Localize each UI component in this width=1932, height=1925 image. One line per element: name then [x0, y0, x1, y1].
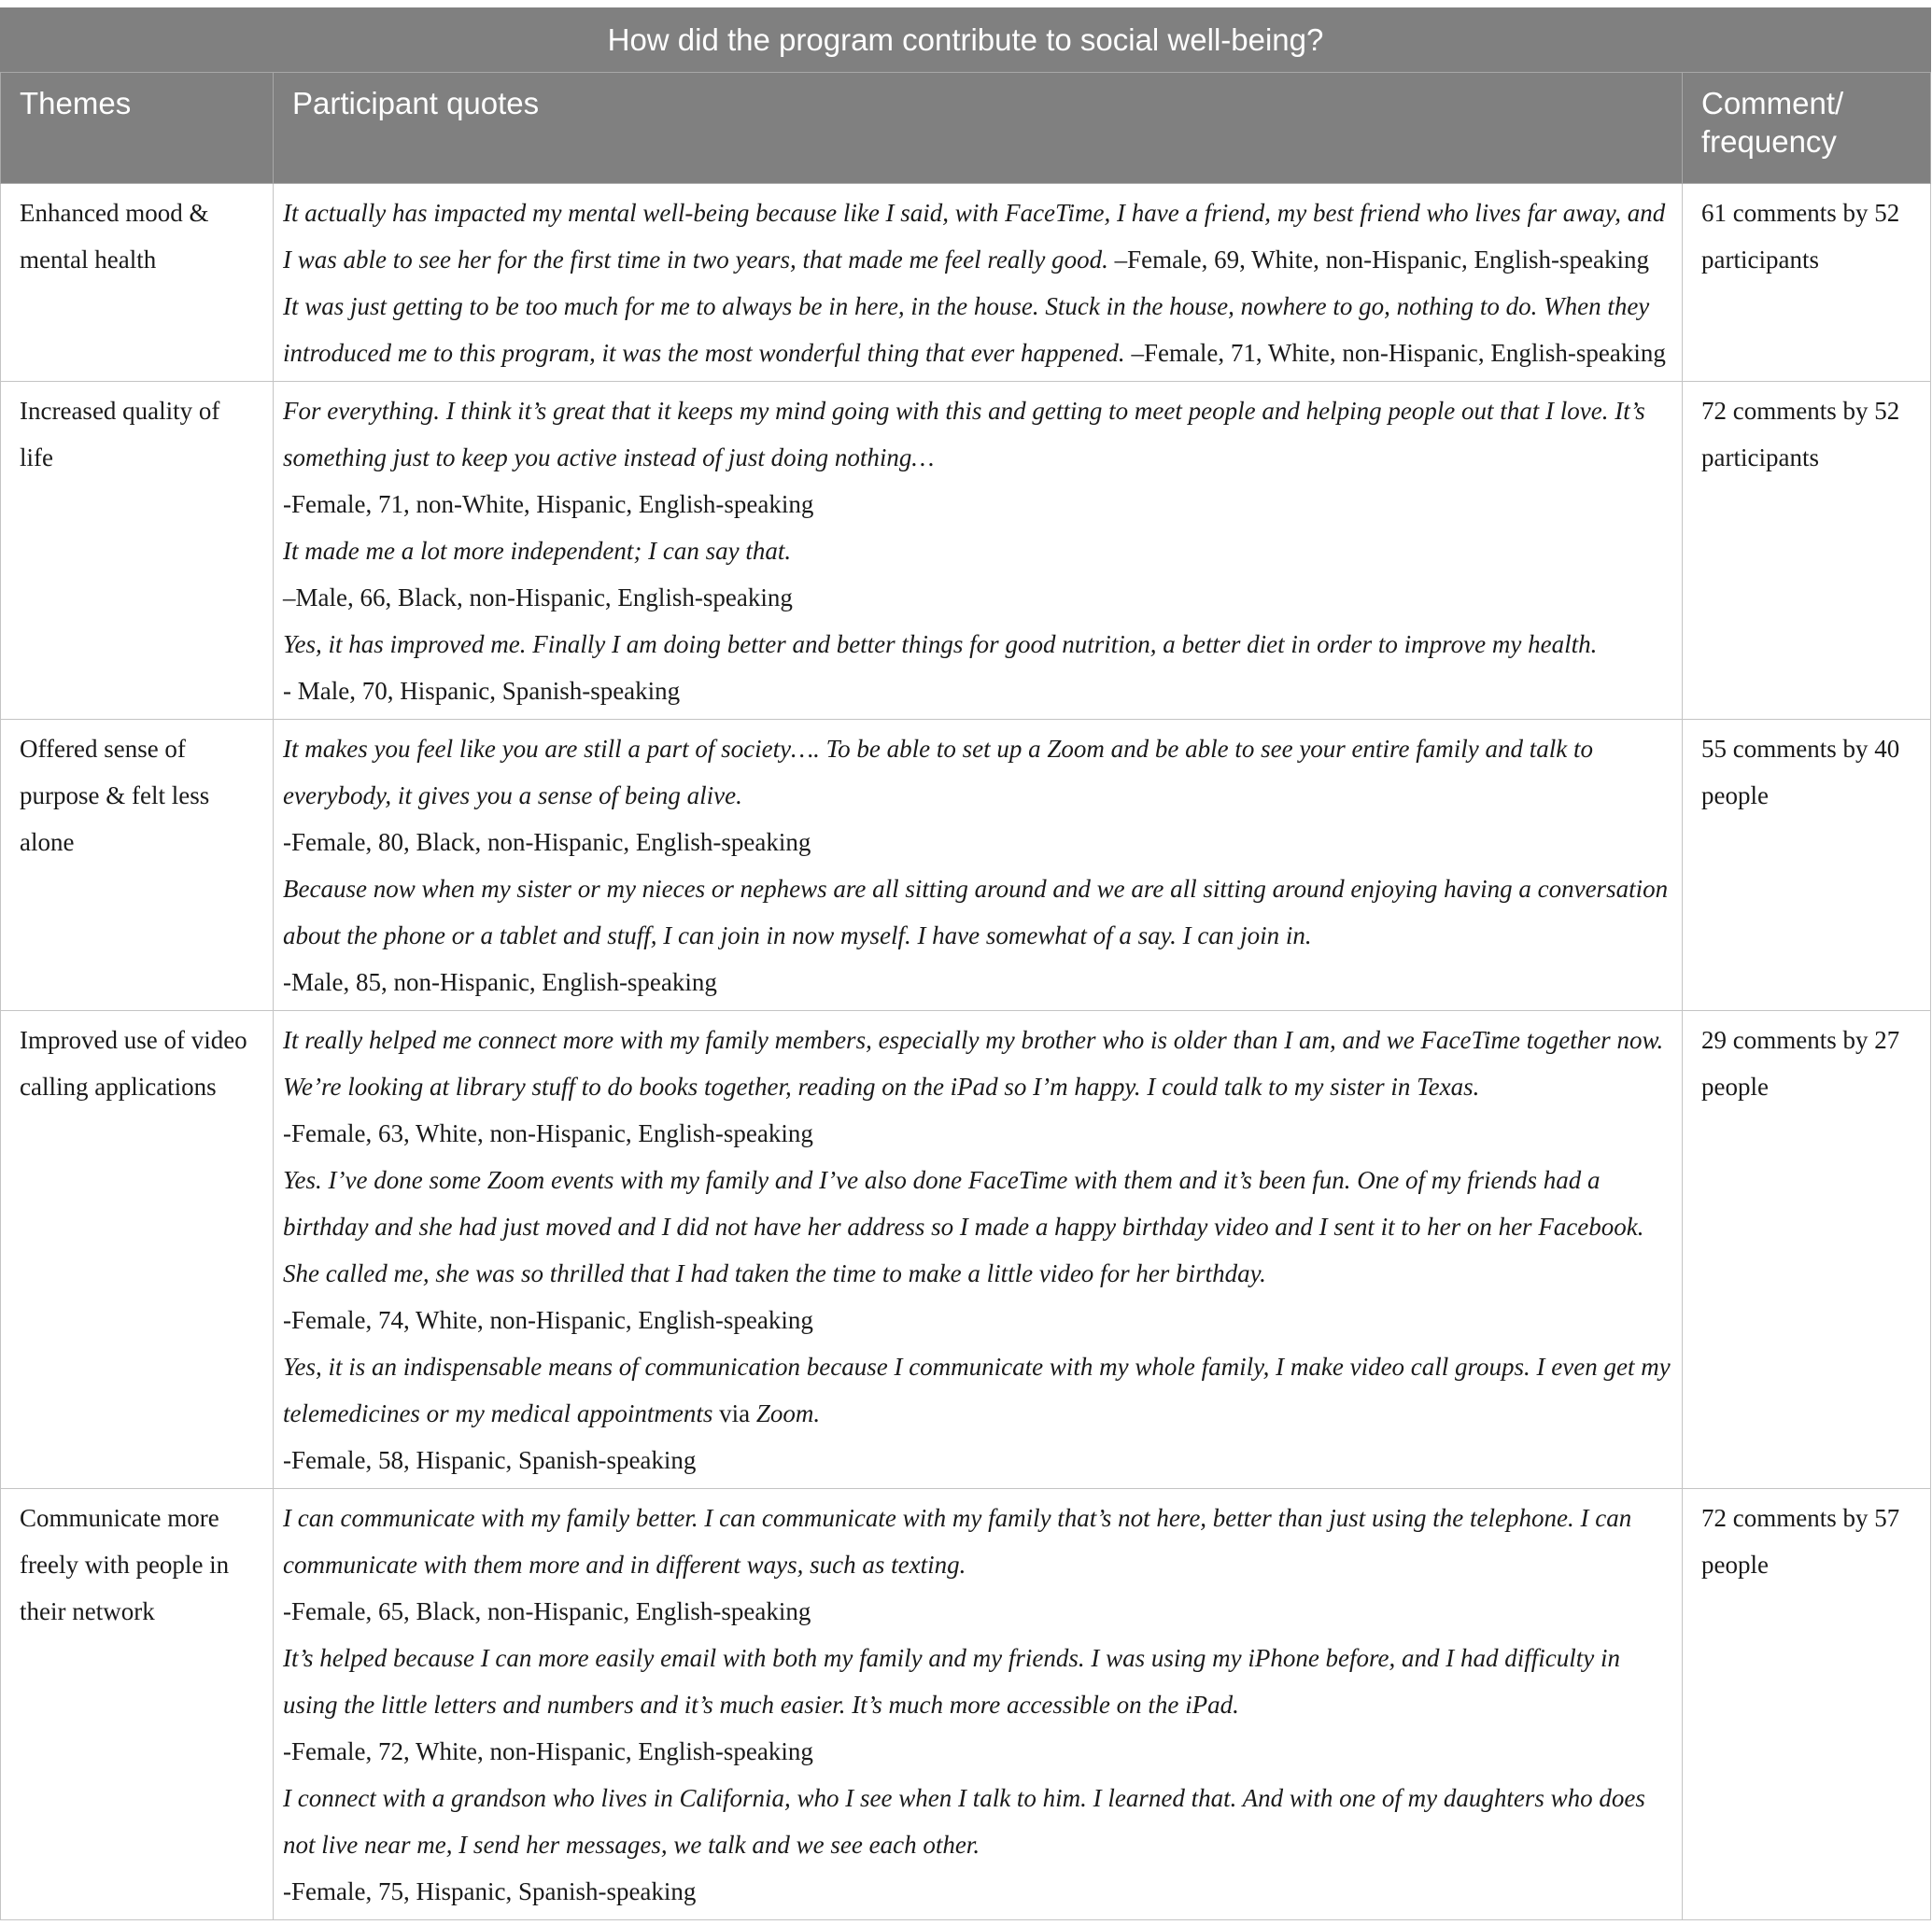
- frequency-cell: 61 comments by 52 participants: [1683, 184, 1931, 382]
- quote-attribution: –Male, 66, Black, non-Hispanic, English-speaking: [283, 583, 793, 611]
- table-title-row: [1, 8, 1931, 73]
- header-frequency: Comment/ frequency: [1683, 73, 1931, 184]
- quote-text: Yes, it is an indispensable means of communication because I communicate with my whole family, I make video call groups. I even get my telemedicines or my medical appointments: [283, 1353, 1671, 1427]
- quote-attribution: -Female, 72, White, non-Hispanic, English-speaking: [283, 1737, 813, 1765]
- table-header-row: [1, 73, 1931, 184]
- quote-attribution: -Female, 71, non-White, Hispanic, English-speaking: [283, 490, 814, 518]
- quote-attribution: - Male, 70, Hispanic, Spanish-speaking: [283, 677, 681, 705]
- quote-block: [283, 283, 1672, 376]
- quote-text: Zoom.: [750, 1399, 821, 1427]
- quote-attribution: -Female, 74, White, non-Hispanic, English-speaking: [283, 1306, 813, 1334]
- theme-cell: Enhanced mood & mental health: [1, 184, 274, 382]
- header-quotes: Participant quotes: [274, 73, 1683, 184]
- quotes-cell: [274, 1489, 1683, 1920]
- quote-attribution: -Male, 85, non-Hispanic, English-speaking: [283, 968, 717, 996]
- quotes-cell: [274, 184, 1683, 382]
- quote-text: It made me a lot more independent; I can say that.: [283, 537, 792, 565]
- quote-text: It’s helped because I can more easily email with both my family and my friends. I was using my iPhone before, and I had difficulty in using the little letters and numbers and it’s much easier. It’s much more accessible on the iPad.: [283, 1644, 1621, 1719]
- quote-attribution: -Female, 63, White, non-Hispanic, English-speaking: [283, 1119, 813, 1147]
- quote-attribution: –Female, 69, White, non-Hispanic, English-speaking: [1107, 246, 1650, 274]
- quote-text: It makes you feel like you are still a part of society…. To be able to set up a Zoom and be able to see your entire family and talk to everybody, it gives you a sense of being alive.: [283, 735, 1594, 809]
- quote-attribution: –Female, 71, White, non-Hispanic, English-speaking: [1124, 339, 1666, 367]
- frequency-cell: 55 comments by 40 people: [1683, 720, 1931, 1011]
- quotes-cell: [274, 1011, 1683, 1489]
- table-title: How did the program contribute to social well-being?: [1, 8, 1931, 73]
- frequency-cell: 29 comments by 27 people: [1683, 1011, 1931, 1489]
- table-row: [1, 720, 1931, 1011]
- theme-cell: Increased quality of life: [1, 382, 274, 720]
- quote-attribution: -Female, 75, Hispanic, Spanish-speaking: [283, 1877, 697, 1905]
- quote-attribution: -Female, 80, Black, non-Hispanic, English-speaking: [283, 828, 811, 856]
- table-row: [1, 382, 1931, 720]
- quote-text: Because now when my sister or my nieces or nephews are all sitting around and we are all sitting around enjoying having a conversation about the phone or a tablet and stuff, I can join in now myself. I have somewhat of a say. I can join in.: [283, 875, 1669, 949]
- theme-cell: Offered sense of purpose & felt less alone: [1, 720, 274, 1011]
- quote-text: I can communicate with my family better. I can communicate with my family that’s not here, better than just using the telephone. I can communicate with them more and in different ways, such as texting.: [283, 1504, 1632, 1579]
- quote-text: It actually has impacted my mental well-being because like I said, with FaceTime, I have a friend, my best friend who lives far away, and I was able to see her for the first time in two years, that made me feel really good.: [283, 199, 1666, 274]
- table-row: [1, 1011, 1931, 1489]
- quote-text: Yes, it has improved me. Finally I am doing better and better things for good nutrition, a better diet in order to improve my health.: [283, 630, 1598, 658]
- quote-text: It really helped me connect more with my family members, especially my brother who is older than I am, and we FaceTime together now. We’re looking at library stuff to do books together, reading on the iPad so I’m happy. I could talk to my sister in Texas.: [283, 1026, 1664, 1101]
- quote-block: [283, 190, 1672, 283]
- theme-cell: Improved use of video calling applications: [1, 1011, 274, 1489]
- quotes-cell: [274, 382, 1683, 720]
- quotes-table: [0, 7, 1931, 1920]
- frequency-cell: 72 comments by 57 people: [1683, 1489, 1931, 1920]
- frequency-cell: 72 comments by 52 participants: [1683, 382, 1931, 720]
- quote-text: I connect with a grandson who lives in California, who I see when I talk to him. I learned that. And with one of my daughters who does not live near me, I send her messages, we talk and we see each other.: [283, 1784, 1645, 1859]
- table-row: [1, 184, 1931, 382]
- header-themes: Themes: [1, 73, 274, 184]
- quote-text: Yes. I’ve done some Zoom events with my family and I’ve also done FaceTime with them and it’s been fun. One of my friends had a birthday and she had just moved and I did not have her address so I made a happy birthday video and I sent it to her on her Facebook. She called me, she was so thrilled that I had taken the time to make a little video for her birthday.: [283, 1166, 1644, 1287]
- quote-text: For everything. I think it’s great that it keeps my mind going with this and getting to meet people and helping people out that I love. It’s something just to keep you active instead of just doing nothing…: [283, 397, 1645, 471]
- quotes-cell: [274, 720, 1683, 1011]
- table-row: [1, 1489, 1931, 1920]
- theme-cell: Communicate more freely with people in their network: [1, 1489, 274, 1920]
- quote-attribution: -Female, 58, Hispanic, Spanish-speaking: [283, 1446, 697, 1474]
- quote-text: It was just getting to be too much for me to always be in here, in the house. Stuck in the house, nowhere to go, nothing to do. When they introduced me to this program, it was the most wonderful thing that ever happened.: [283, 292, 1650, 367]
- quote-attribution: -Female, 65, Black, non-Hispanic, English-speaking: [283, 1597, 811, 1625]
- quote-text-plain: via: [719, 1399, 751, 1427]
- quote-block: [283, 1343, 1672, 1437]
